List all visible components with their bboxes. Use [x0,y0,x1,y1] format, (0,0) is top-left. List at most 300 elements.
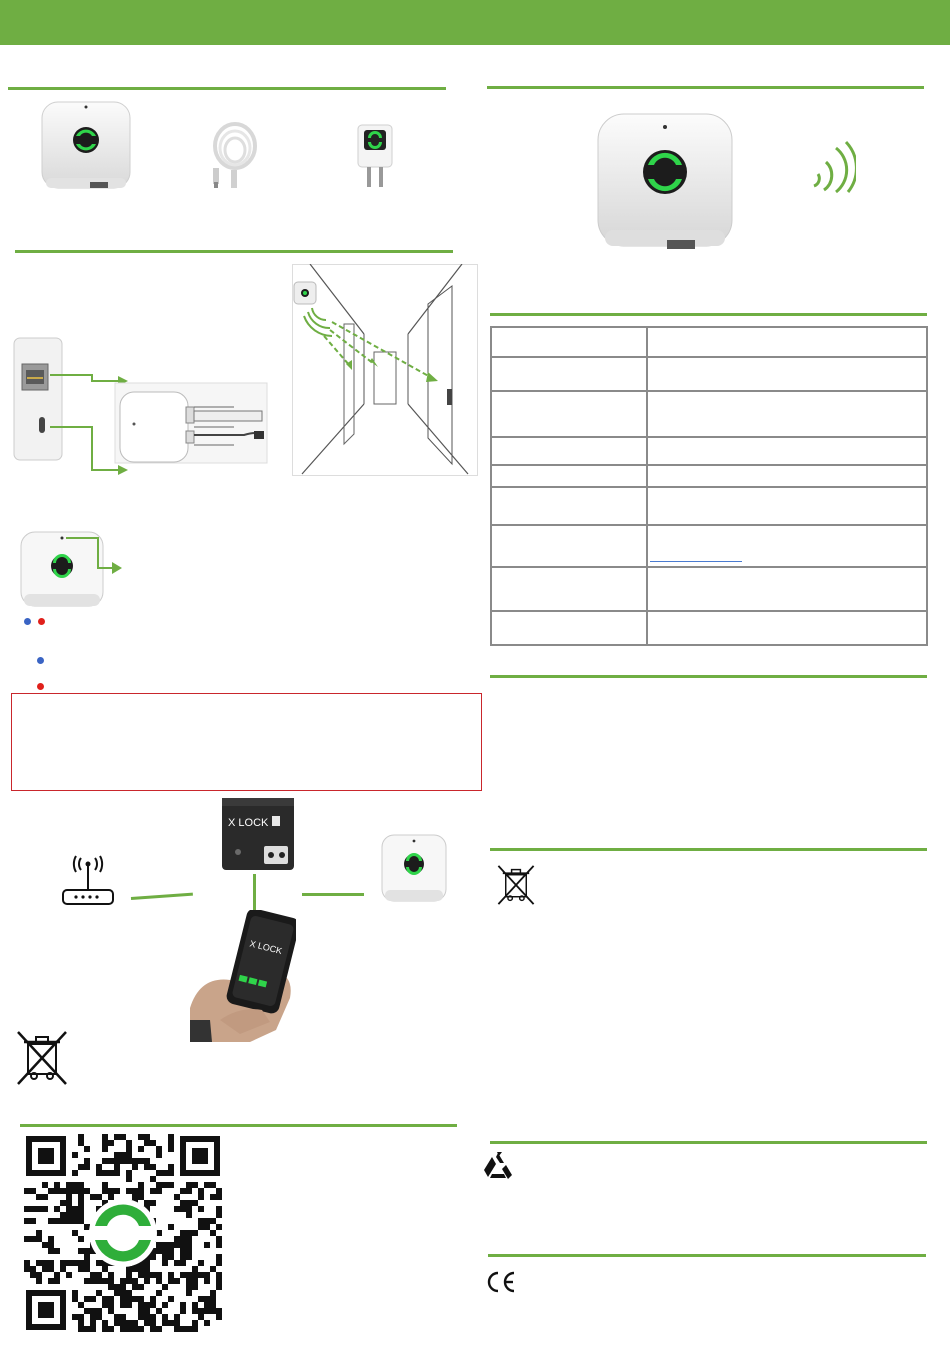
qr-module [84,1266,90,1272]
qr-module [126,1152,132,1158]
led-blue-dot-1 [24,618,31,625]
qr-module [102,1278,108,1284]
qr-module [108,1194,114,1200]
qr-module [192,1230,198,1236]
qr-module [102,1140,108,1146]
table-row [491,437,927,465]
qr-module [180,1242,186,1248]
link-router-lock [131,893,193,900]
qr-module [156,1146,162,1152]
qr-module [48,1260,54,1266]
qr-module [156,1188,162,1194]
qr-module [150,1272,156,1278]
qr-module [186,1272,192,1278]
qr-module [36,1194,42,1200]
qr-module [216,1188,222,1194]
qr-module [102,1182,108,1188]
qr-module [198,1194,204,1200]
qr-module [84,1254,90,1260]
link-lock-gateway [302,893,364,896]
qr-module [114,1188,120,1194]
qr-module [108,1284,114,1290]
qr-module [138,1158,144,1164]
qr-module [216,1212,222,1218]
qr-module [30,1266,36,1272]
qr-module [204,1182,210,1188]
qr-module [114,1164,120,1170]
qr-module [84,1308,90,1314]
qr-module [126,1302,132,1308]
qr-module [210,1290,216,1296]
qr-module [174,1242,180,1248]
qr-module [126,1146,132,1152]
qr-module [102,1134,108,1140]
qr-module [72,1170,78,1176]
qr-module [138,1314,144,1320]
qr-module [138,1188,144,1194]
qr-module [102,1158,108,1164]
qr-module [186,1290,192,1296]
qr-module [144,1272,150,1278]
qr-module [186,1254,192,1260]
qr-module [168,1170,174,1176]
table-row [491,567,927,611]
qr-module [114,1158,120,1164]
qr-module [102,1146,108,1152]
qr-module [84,1278,90,1284]
qr-module [102,1188,108,1194]
section-rule-recycling [490,1141,927,1144]
led-red-dot-1 [38,618,45,625]
power-adapter-image [355,122,395,192]
qr-module [84,1146,90,1152]
qr-module [90,1320,96,1326]
qr-module [48,1218,54,1224]
svg-text:X LOCK: X LOCK [228,817,269,829]
router-icon [60,852,116,908]
qr-module [210,1308,216,1314]
qr-module [192,1272,198,1278]
qr-module [66,1218,72,1224]
qr-module [96,1308,102,1314]
qr-module [60,1188,66,1194]
qr-module [180,1254,186,1260]
qr-module [24,1266,30,1272]
qr-module [120,1314,126,1320]
qr-module [138,1182,144,1188]
qr-module [72,1212,78,1218]
qr-module [108,1308,114,1314]
qr-module [30,1206,36,1212]
qr-module [114,1284,120,1290]
qr-module [42,1266,48,1272]
qr-module [198,1188,204,1194]
qr-module [186,1230,192,1236]
qr-module [114,1170,120,1176]
qr-module [156,1170,162,1176]
qr-module [192,1308,198,1314]
qr-module [216,1314,222,1320]
qr-module [162,1182,168,1188]
qr-module [114,1152,120,1158]
qr-module [108,1140,114,1146]
qr-module [150,1140,156,1146]
qr-module [150,1254,156,1260]
qr-module [42,1242,48,1248]
qr-module [108,1188,114,1194]
svg-text:X LOCK: X LOCK [248,938,284,957]
qr-module [30,1272,36,1278]
qr-module [120,1302,126,1308]
qr-module [48,1278,54,1284]
qr-module [204,1320,210,1326]
qr-module [168,1248,174,1254]
qr-module [150,1302,156,1308]
qr-module [84,1248,90,1254]
link-lock-phone [253,874,256,910]
qr-module [162,1284,168,1290]
qr-module [36,1278,42,1284]
qr-module [180,1188,186,1194]
qr-module [30,1188,36,1194]
qr-module [138,1146,144,1152]
qr-module [156,1308,162,1314]
section-rule-product [487,86,924,89]
qr-module [108,1302,114,1308]
qr-module [168,1134,174,1140]
qr-module [36,1206,42,1212]
qr-module [168,1242,174,1248]
qr-module [48,1248,54,1254]
qr-module [192,1200,198,1206]
qr-module [186,1284,192,1290]
table-row [491,487,927,525]
qr-module [54,1206,60,1212]
qr-module [198,1296,204,1302]
qr-module [66,1272,72,1278]
qr-module [24,1188,30,1194]
qr-module [198,1206,204,1212]
qr-module [162,1320,168,1326]
qr-module [186,1242,192,1248]
qr-module [78,1134,84,1140]
qr-module [54,1182,60,1188]
section-rule-ce [488,1254,926,1257]
qr-module [132,1266,138,1272]
section-rule-specs [490,313,927,316]
qr-module [144,1158,150,1164]
qr-module [180,1248,186,1254]
qr-module [54,1188,60,1194]
connection-diagram [10,335,275,480]
qr-module [84,1164,90,1170]
qr-module [204,1296,210,1302]
qr-module [210,1266,216,1272]
qr-module [186,1188,192,1194]
qr-module [138,1284,144,1290]
qr-module [168,1224,174,1230]
qr-module [132,1320,138,1326]
qr-module [156,1152,162,1158]
qr-module [126,1140,132,1146]
qr-module [210,1230,216,1236]
qr-module [174,1326,180,1332]
qr-module [204,1278,210,1284]
qr-module [48,1188,54,1194]
qr-module [216,1194,222,1200]
qr-module [174,1278,180,1284]
gateway-hero-image [595,110,735,255]
qr-module [168,1140,174,1146]
qr-module [192,1302,198,1308]
usb-cable-image [205,118,265,193]
qr-module [204,1272,210,1278]
qr-module [204,1242,210,1248]
qr-module [144,1164,150,1170]
gateway-led-image [18,528,130,610]
qr-module [156,1248,162,1254]
qr-module [30,1236,36,1242]
qr-module [186,1326,192,1332]
qr-module [102,1296,108,1302]
weee-bin-icon-right [495,863,537,907]
qr-module [72,1188,78,1194]
section-rule-qr [20,1124,457,1127]
qr-module [150,1164,156,1170]
section-rule-package [8,87,446,90]
qr-module [72,1218,78,1224]
qr-module [150,1200,156,1206]
qr-module [198,1218,204,1224]
specifications-table [490,326,928,646]
qr-module [210,1218,216,1224]
qr-module [90,1278,96,1284]
qr-module [84,1260,90,1266]
qr-module [204,1224,210,1230]
ce-mark-icon [485,1270,517,1294]
qr-module [186,1200,192,1206]
qr-module [66,1194,72,1200]
qr-module [72,1152,78,1158]
qr-module [144,1266,150,1272]
qr-module [216,1272,222,1278]
led-red-dot-2 [37,683,44,690]
qr-module [90,1296,96,1302]
qr-module [60,1212,66,1218]
table-link[interactable] [650,561,742,562]
qr-module [96,1314,102,1320]
qr-module [66,1200,72,1206]
qr-module [132,1194,138,1200]
section-rule-description [490,675,927,678]
qr-module [162,1302,168,1308]
qr-module [198,1260,204,1266]
qr-module [198,1272,204,1278]
qr-module [84,1296,90,1302]
qr-module [126,1296,132,1302]
table-row [491,465,927,487]
qr-module [36,1260,42,1266]
phone-in-hand-image [190,910,296,1042]
qr-module [156,1326,162,1332]
qr-code-image[interactable] [24,1134,222,1332]
qr-module [42,1182,48,1188]
qr-module [42,1194,48,1200]
qr-module [108,1170,114,1176]
qr-module [192,1326,198,1332]
qr-module [174,1206,180,1212]
qr-module [60,1266,66,1272]
qr-module [162,1260,168,1266]
qr-module [120,1278,126,1284]
qr-module [150,1296,156,1302]
qr-module [168,1164,174,1170]
qr-module [96,1290,102,1296]
weee-bin-icon [14,1028,70,1088]
qr-module [78,1140,84,1146]
qr-module [180,1302,186,1308]
qr-module [132,1278,138,1284]
qr-module [150,1314,156,1320]
led-blue-dot-2 [37,657,44,664]
qr-module [204,1308,210,1314]
qr-module [216,1260,222,1266]
qr-module [210,1194,216,1200]
qr-module [72,1296,78,1302]
qr-module [126,1326,132,1332]
qr-module [96,1272,102,1278]
qr-module [126,1188,132,1194]
qr-module [84,1224,90,1230]
qr-module [180,1326,186,1332]
qr-module [144,1302,150,1308]
warning-box [11,693,482,791]
qr-module [78,1236,84,1242]
qr-module [216,1206,222,1212]
qr-module [36,1236,42,1242]
qr-module [180,1260,186,1266]
qr-module [102,1170,108,1176]
table-row [491,611,927,645]
qr-module [162,1248,168,1254]
qr-module [132,1188,138,1194]
qr-module [84,1158,90,1164]
section-rule-disposal [490,848,927,851]
qr-module [156,1272,162,1278]
qr-module [210,1296,216,1302]
qr-module [84,1188,90,1194]
qr-module [126,1176,132,1182]
qr-module [54,1218,60,1224]
qr-module [120,1326,126,1332]
qr-module [144,1140,150,1146]
qr-module [120,1158,126,1164]
qr-module [138,1302,144,1308]
header-bar [0,0,950,45]
qr-module [120,1320,126,1326]
qr-module [72,1230,78,1236]
qr-module [216,1284,222,1290]
qr-module [78,1320,84,1326]
qr-module [138,1296,144,1302]
qr-module [144,1314,150,1320]
qr-module [96,1164,102,1170]
qr-module [54,1248,60,1254]
qr-module [138,1272,144,1278]
qr-module [78,1188,84,1194]
qr-module [90,1314,96,1320]
qr-module [204,1302,210,1308]
qr-module [120,1152,126,1158]
qr-module [186,1248,192,1254]
qr-module [78,1260,84,1266]
qr-module [114,1134,120,1140]
gateway-device-image [40,98,132,194]
qr-module [78,1182,84,1188]
qr-module [78,1206,84,1212]
qr-module [108,1272,114,1278]
qr-module [24,1218,30,1224]
qr-module [168,1272,174,1278]
qr-module [42,1206,48,1212]
qr-module [132,1164,138,1170]
qr-module [120,1284,126,1290]
qr-module [30,1218,36,1224]
qr-module [78,1164,84,1170]
qr-module [144,1134,150,1140]
qr-module [150,1326,156,1332]
qr-module [180,1308,186,1314]
qr-module [168,1320,174,1326]
qr-module [78,1194,84,1200]
qr-module [144,1260,150,1266]
qr-module [78,1302,84,1308]
table-row [491,327,927,357]
qr-module [84,1326,90,1332]
qr-module [126,1320,132,1326]
qr-module [78,1218,84,1224]
qr-module [144,1320,150,1326]
qr-module [168,1146,174,1152]
qr-module [156,1182,162,1188]
qr-module [48,1242,54,1248]
qr-module [168,1182,174,1188]
qr-module [24,1236,30,1242]
qr-module [210,1182,216,1188]
qr-module [72,1182,78,1188]
qr-module [162,1170,168,1176]
table-row [491,525,927,567]
qr-module [186,1278,192,1284]
qr-module [156,1242,162,1248]
qr-module [180,1236,186,1242]
qr-module [54,1278,60,1284]
qr-module [150,1176,156,1182]
qr-module [78,1326,84,1332]
qr-module [132,1284,138,1290]
qr-module [150,1320,156,1326]
qr-module [156,1290,162,1296]
qr-module [216,1236,222,1242]
qr-module [114,1314,120,1320]
qr-module [102,1266,108,1272]
qr-module [198,1308,204,1314]
gateway-small-image [380,832,448,904]
qr-module [60,1260,66,1266]
qr-module [186,1236,192,1242]
qr-module [138,1308,144,1314]
qr-module [216,1254,222,1260]
